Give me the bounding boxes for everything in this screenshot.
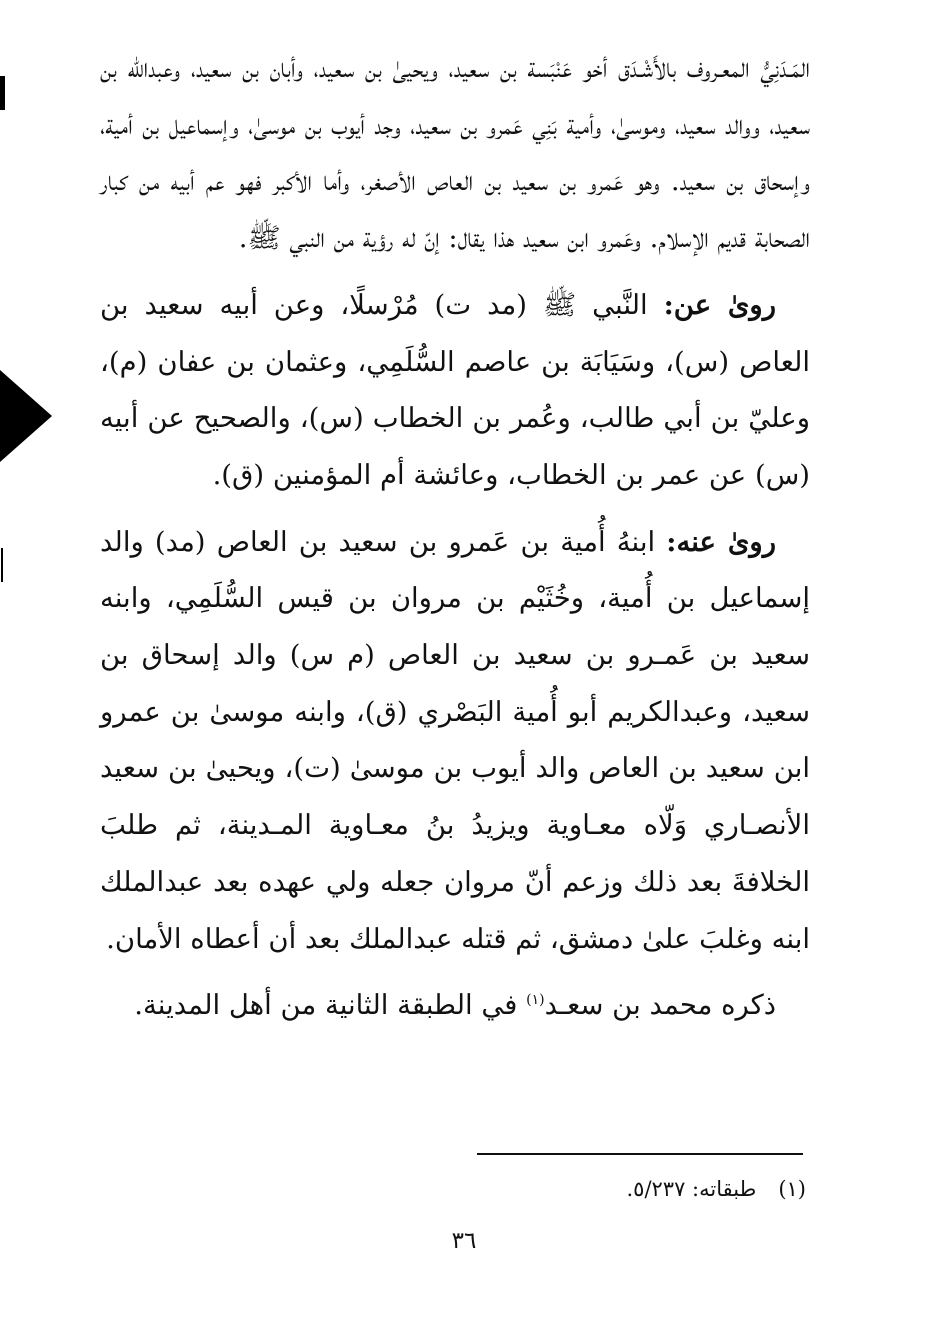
narrated-by-paragraph	[100, 514, 810, 968]
scan-edge-shadow	[0, 370, 52, 462]
closing-text-end: في الطبقة الثانية من أهل المدينة.	[134, 989, 527, 1022]
narrated-from-text: النَّبي ﷺ (مد ت) مُرْسلًا، وعن أبيه سعيد بن العاص (س)، وسَيَابَة بن عاصم السُّلَمِي، وعثمان بن عفان (م)، وعليّ بن أبي طالب، وعُمر بن الخطاب (س)، والصحيح عن أبيه (س) عن عمر بن الخطاب، وعائشة أم المؤمنين (ق).	[100, 288, 810, 491]
main-text	[100, 40, 810, 1034]
scan-edge-line	[1, 548, 3, 582]
footnote-number: (١)	[778, 1177, 806, 1201]
footnote-text: طبقاته: ٥/٢٣٧.	[626, 1177, 757, 1201]
narrated-by-text: ابنهُ أُمية بن عَمرو بن سعيد بن العاص (مد) والد إسماعيل بن أُمية، وخُثَيْم بن مروان بن قيس السُّلَمِي، وابنه سعيد بن عَمـرو بن سعيد بن العاص (م س) والد إسحاق بن سعيد، وعبدالكريم أبو أُمية البَصْري (ق)، وابنه موسىٰ بن عمرو ابن سعيد بن العاص والد أيوب بن موسىٰ (ت)، ويحيىٰ بن سعيد الأنصـاري وَلّاه معـاوية ويزيدُ بنُ معـاوية المـدينة، ثم طلبَ الخلافةَ بعد ذلك وزعم أنّ مروان جعله ولي عهده بعد عبدالملك ابنه وغلبَ علىٰ دمشق، ثم قتله عبدالملك بعد أن أعطاه الأمان.	[100, 525, 810, 955]
narrated-from-label: روىٰ عن:	[663, 288, 776, 321]
narrated-by-label: روىٰ عنه:	[666, 525, 776, 558]
footnote-reference: (١)	[526, 992, 545, 1009]
bio-paragraph: المَـدَنِيُّ المعـروف بالأَشْـدَق أخو عَنْبَسة بن سعيد، ويحيىٰ بن سعيد، وأبان بن سعيد، وعبدالله بن سعيد، ووالد سعيد، وموسىٰ، وأمية بَنِي عَمرو بن سعيد، وجد أيوب بن موسىٰ، وإسماعيل بن أمية، وإسحاق بن سعيد. وهو عَمرو بن سعيد بن العاص الأصغر، وأما الأكبر فهو عم أبيه من كبار الصحابة قديم الإسلام. وعَمرو ابن سعيد هذا يقال: إنّ له رؤية من النبي ﷺ.	[100, 52, 810, 255]
page-number: ٣٦	[451, 1228, 477, 1254]
footnote	[306, 1172, 806, 1206]
footnote-separator	[477, 1153, 803, 1155]
closing-paragraph	[100, 977, 810, 1034]
closing-text-start: ذكره محمد بن سعـد	[544, 989, 776, 1022]
narrated-from-paragraph	[100, 277, 810, 504]
scan-edge-mark-top	[0, 76, 5, 110]
